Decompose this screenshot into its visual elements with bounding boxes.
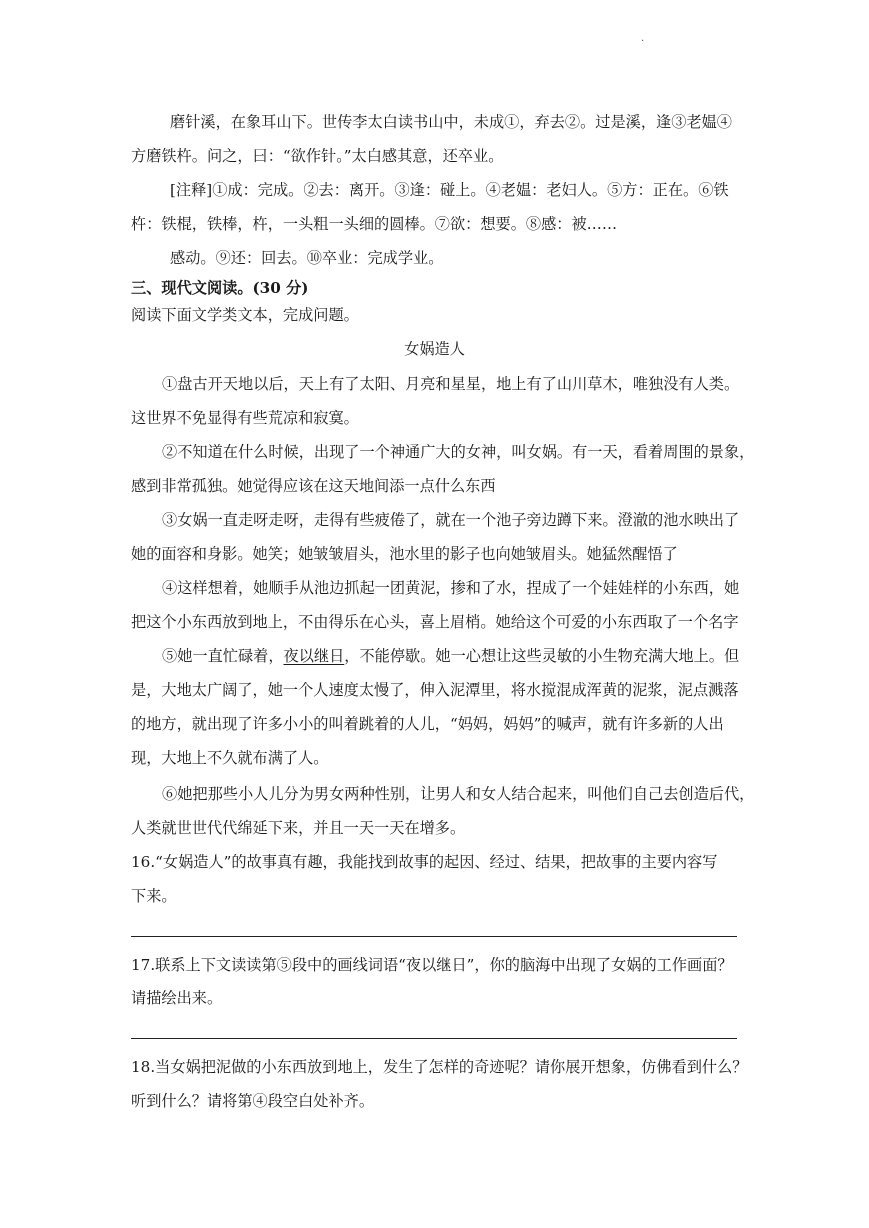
paragraph-5-text-start: ⑤她一直忙碌着， [162,647,284,665]
paragraph-5-line-2: 是，大地太广阔了，她一个人速度太慢了，伸入泥潭里，将水搅混成浑黄的泥浆，泥点溅落 [131,681,739,699]
paragraph-5-line-4: 现，大地上不久就布满了人。 [131,749,329,767]
paragraph-5-line-3: 的地方，就出现了许多小小的叫着跳着的人儿，“妈妈，妈妈”的喊声，就有许多新的人出 [131,715,724,733]
paragraph-5-text-end: ，不能停歇。她一心想让这些灵敏的小生物充满大地上。但 [344,647,740,665]
paragraph-2-line-2: 感到非常孤独。她觉得应该在这天地间添一点什么东西 [131,477,496,495]
annotation-line-3: 感动。⑨还：回去。⑩卒业：完成学业。 [170,249,444,267]
paragraph-6-line-1: ⑥她把那些小人儿分为男女两种性别，让男人和女人结合起来，叫他们自己去创造后代， [162,785,755,803]
paragraph-4-line-1: ④这样想着，她顺手从池边抓起一团黄泥，掺和了水，捏成了一个娃娃样的小东西，她 [162,579,740,597]
classical-text-line-2: 方磨铁杵。问之，曰：“欲作针。”太白感其意，还卒业。 [131,147,504,165]
paragraph-5-line-1 [162,646,740,666]
paragraph-2-line-1: ②不知道在什么时候，出现了一个神通广大的女神，叫女娲。有一天，看着周围的景象， [162,443,755,461]
answer-line-16[interactable] [131,936,737,937]
annotation-line-2: 杵：铁棍，铁棒，杵，一头粗一头细的圆棒。⑦欲：想要。⑧感：被…… [131,215,617,233]
answer-line-17[interactable] [131,1038,737,1039]
classical-text-line-1: 磨针溪，在象耳山下。世传李太白读书山中，未成①，弃去②。过是溪，逢③老媪④ [170,113,732,131]
paragraph-3-line-1: ③女娲一直走呀走呀，走得有些疲倦了，就在一个池子旁边蹲下来。澄澈的池水映出了 [162,511,740,529]
section-heading: 三、现代文阅读。(30 分) [131,279,309,297]
annotation-line-1: [注释]①成：完成。②去：离开。③逢：碰上。④老媪：老妇人。⑤方：正在。⑥铁 [170,181,729,199]
paragraph-3-line-2: 她的面容和身影。她笑；她皱皱眉头，池水里的影子也向她皱眉头。她猛然醒悟了 [131,545,678,563]
question-18-line-1: 18.当女娲把泥做的小东西放到地上，发生了怎样的奇迹呢？请你展开想象，仿佛看到什么？ [131,1058,748,1076]
paragraph-6-line-2: 人类就世世代代绵延下来，并且一天一天在增多。 [131,819,466,837]
paragraph-4-line-2: 把这个小东西放到地上，不由得乐在心头，喜上眉梢。她给这个可爱的小东西取了一个名字 [131,613,739,631]
question-17-line-1: 17.联系上下文读读第⑤段中的画线词语“夜以继日”，你的脑海中出现了女娲的工作画面？ [131,956,733,974]
question-16-line-2: 下来。 [131,887,177,905]
question-18-line-2: 听到什么？请将第④段空白处补齐。 [131,1092,374,1110]
question-17-line-2: 请描绘出来。 [131,989,223,1007]
story-title: 女娲造人 [404,340,465,358]
paragraph-1-line-2: 这世界不免显得有些荒凉和寂寞。 [131,409,359,427]
section-instruction: 阅读下面文学类文本，完成问题。 [131,306,359,324]
underlined-phrase: 夜以继日 [283,647,345,665]
question-16-line-1: 16.“女娲造人”的故事真有趣，我能找到故事的起因、经过、结果，把故事的主要内容写 [131,853,718,871]
header-mark: · [641,36,645,47]
paragraph-1-line-1: ①盘古开天地以后，天上有了太阳、月亮和星星，地上有了山川草木，唯独没有人类。 [162,375,740,393]
